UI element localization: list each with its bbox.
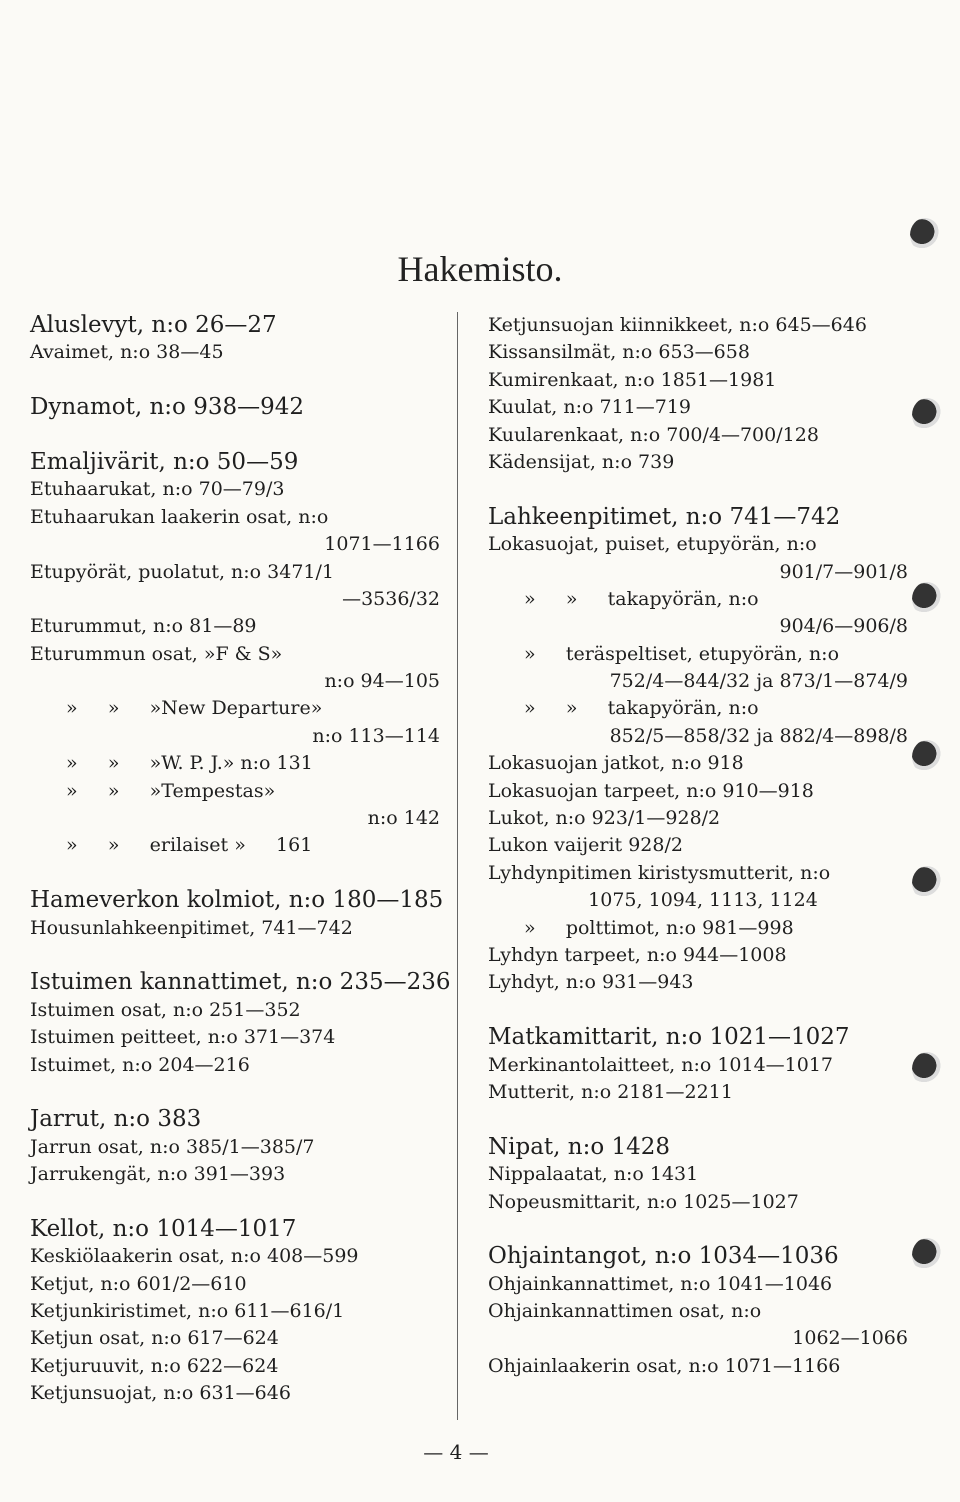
index-entry: Etupyörät, puolatut, n:o 3471/1 [30,560,334,583]
index-entry: Lyhdyt, n:o 931—943 [488,971,694,994]
index-entry: Kissansilmät, n:o 653—658 [488,341,750,364]
punch-hole-mark [912,1052,942,1086]
index-entry: Etuhaarukan laakerin osat, n:o [30,505,329,528]
index-entry-continuation: 904/6—906/8 [779,615,908,638]
index-entry: Nopeusmittarit, n:o 1025—1027 [488,1190,799,1213]
index-entry-continuation: n:o 113—114 [312,724,440,747]
spacer [30,422,440,449]
spacer [488,476,908,503]
index-entry: Eturummun osat, »F & S» [30,642,283,665]
index-entry: Kuulat, n:o 711—719 [488,396,692,419]
index-entry-continuation: —3536/32 [342,587,440,610]
column-divider [457,312,458,1420]
index-entry: Ketjunkiristimet, n:o 611—616/1 [30,1300,345,1323]
index-subentry: » polttimot, n:o 981—998 [524,916,794,939]
index-entry: Aluslevyt, n:o 26—27 [30,312,277,338]
index-entry: Lahkeenpitimet, n:o 741—742 [488,503,841,530]
index-entry: Kumirenkaat, n:o 1851—1981 [488,368,777,391]
index-entry-continuation: n:o 142 [367,807,440,830]
punch-hole-mark [912,740,942,774]
index-column-left [30,312,451,1408]
index-entry: Lukon vaijerit 928/2 [488,834,683,857]
index-entry: Jarrukengät, n:o 391—393 [30,1163,286,1186]
index-entry: Mutterit, n:o 2181—2211 [488,1080,733,1103]
index-subentry: » » »W. P. J.» n:o 131 [66,752,313,775]
index-entry-continuation: 1071—1166 [324,533,440,556]
punch-hole-mark [912,582,942,616]
index-entry: Emaljivärit, n:o 50—59 [30,448,299,475]
index-entry: Matkamittarit, n:o 1021—1027 [488,1024,850,1051]
index-entry-continuation: 1075, 1094, 1113, 1124 [588,889,818,912]
index-entry: Ohjainkannattimen osat, n:o [488,1300,762,1323]
spacer [30,942,440,969]
index-entry: Istuimen kannattimet, n:o 235—236 [30,969,451,996]
index-entry: Ohjainkannattimet, n:o 1041—1046 [488,1272,833,1295]
index-entry: Merkinantolaitteet, n:o 1014—1017 [488,1053,834,1076]
index-entry: Lukot, n:o 923/1—928/2 [488,807,721,830]
punch-hole-mark [912,398,942,432]
index-entry: Istuimen osat, n:o 251—352 [30,998,301,1021]
index-entry: Kuularenkaat, n:o 700/4—700/128 [488,423,819,446]
index-entry: Ohjainlaakerin osat, n:o 1071—1166 [488,1354,841,1377]
index-column-right [488,312,908,1380]
index-subentry: » » erilaiset » 161 [66,834,313,857]
spacer [30,1079,440,1106]
spacer [488,1216,908,1243]
index-entry: Istuimen peitteet, n:o 371—374 [30,1026,336,1049]
index-entry: Ketjun osat, n:o 617—624 [30,1327,279,1350]
index-entry: Ketjut, n:o 601/2—610 [30,1272,247,1295]
page-title: Hakemisto. [397,249,563,289]
index-entry: Lyhdyn tarpeet, n:o 944—1008 [488,943,787,966]
index-subentry: » » »Tempestas» [66,779,276,802]
index-entry: Lokasuojan tarpeet, n:o 910—918 [488,779,814,802]
index-entry: Ketjunsuojat, n:o 631—646 [30,1382,291,1405]
index-entry: Keskiölaakerin osat, n:o 408—599 [30,1245,359,1268]
spacer [30,1189,440,1216]
index-entry: Etuhaarukat, n:o 70—79/3 [30,478,285,501]
index-entry: Ohjaintangot, n:o 1034—1036 [488,1243,839,1270]
index-entry: Housunlahkeenpitimet, 741—742 [30,916,353,939]
index-entry: Nipat, n:o 1428 [488,1133,671,1160]
index-entry-continuation: 901/7—901/8 [779,560,908,583]
index-entry: Lokasuojan jatkot, n:o 918 [488,752,744,775]
index-entry: Lyhdynpitimen kiristysmutterit, n:o [488,861,831,884]
index-entry-continuation: n:o 94—105 [324,670,440,693]
index-entry: Lokasuojat, puiset, etupyörän, n:o [488,533,817,556]
punch-hole-mark [910,218,940,252]
index-entry: Avaimet, n:o 38—45 [30,341,224,364]
punch-hole-mark [912,866,942,900]
punch-hole-mark [912,1238,942,1272]
index-entry: Jarrun osat, n:o 385/1—385/7 [30,1135,315,1158]
index-entry: Ketjuruuvit, n:o 622—624 [30,1354,279,1377]
spacer [488,997,908,1024]
index-entry: Ketjunsuojan kiinnikkeet, n:o 645—646 [488,314,867,336]
index-entry: Dynamot, n:o 938—942 [30,394,305,421]
spacer [488,1106,908,1133]
spacer [30,367,440,394]
index-subentry: » » takapyörän, n:o [524,697,759,720]
index-entry-continuation: 1062—1066 [792,1327,908,1350]
index-entry-continuation: 852/5—858/32 ja 882/4—898/8 [609,724,908,747]
index-entry: Jarrut, n:o 383 [30,1106,202,1133]
index-entry: Eturummut, n:o 81—89 [30,615,257,638]
index-entry: Istuimet, n:o 204—216 [30,1053,250,1076]
index-subentry: » teräspeltiset, etupyörän, n:o [524,642,840,665]
index-subentry: » » takapyörän, n:o [524,587,759,610]
index-entry: Nippalaatat, n:o 1431 [488,1163,699,1186]
index-entry: Hameverkon kolmiot, n:o 180—185 [30,887,444,914]
index-entry-continuation: 752/4—844/32 ja 873/1—874/9 [609,670,908,693]
page-number: — 4 — [423,1440,489,1464]
index-subentry: » » »New Departure» [66,697,323,720]
spacer [30,860,440,887]
index-entry: Kädensijat, n:o 739 [488,450,675,473]
index-entry: Kellot, n:o 1014—1017 [30,1215,297,1242]
